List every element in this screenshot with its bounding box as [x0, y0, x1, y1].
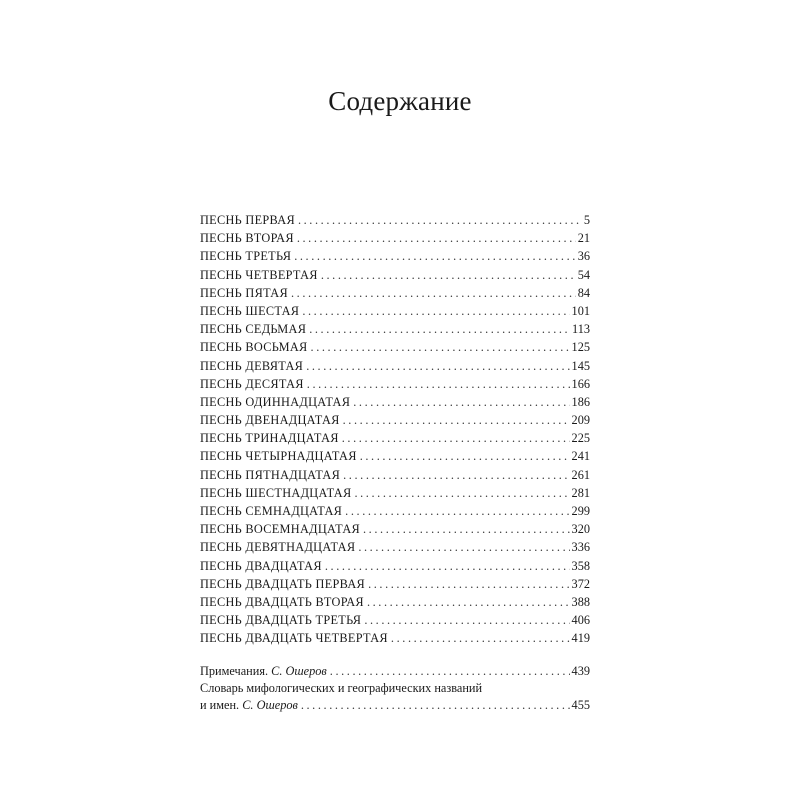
- dot-leader: [358, 538, 569, 556]
- dot-leader: [343, 466, 569, 484]
- dot-leader: [325, 557, 570, 575]
- toc-entry-label: ПЕСНЬ ДЕВЯТНАДЦАТАЯ: [200, 540, 356, 555]
- editor-name: С. Ошеров: [242, 697, 298, 712]
- dot-leader: [301, 696, 570, 714]
- toc-entry-page: 145: [571, 358, 590, 373]
- dot-leader: [297, 229, 576, 247]
- dot-leader: [309, 320, 570, 338]
- editor-name: С. Ошеров: [271, 663, 327, 678]
- dot-leader: [363, 520, 570, 538]
- toc-entry-canto[interactable]: [200, 247, 590, 265]
- dot-leader: [330, 662, 570, 680]
- toc-entry-page: 388: [571, 594, 590, 609]
- dot-leader: [353, 393, 569, 411]
- toc-entry-page: 439: [571, 663, 590, 678]
- dot-leader: [294, 247, 576, 265]
- toc-entry-canto[interactable]: [200, 466, 590, 484]
- toc-entry-page: 225: [571, 431, 590, 446]
- toc-entry-label: ПЕСНЬ ПЯТНАДЦАТАЯ: [200, 467, 341, 482]
- toc-entry-label: ПЕСНЬ ВОСЕМНАДЦАТАЯ: [200, 522, 360, 537]
- toc-entry-label: ПЕСНЬ ДВАДЦАТЬ ТРЕТЬЯ: [200, 613, 362, 628]
- dot-leader: [345, 502, 569, 520]
- dot-leader: [291, 284, 576, 302]
- toc-entry-canto[interactable]: [200, 557, 590, 575]
- toc-entry-canto[interactable]: [200, 447, 590, 465]
- toc-entry-page: 21: [577, 231, 590, 246]
- toc-entry-page: 186: [571, 394, 590, 409]
- toc-entry-label: ПЕСНЬ ОДИННАДЦАТАЯ: [200, 394, 351, 409]
- toc-entry-canto[interactable]: [200, 502, 590, 520]
- toc-entry-page: 320: [571, 522, 590, 537]
- toc-entry-page: 84: [577, 285, 590, 300]
- toc-entry-canto[interactable]: [200, 338, 590, 356]
- dot-leader: [342, 429, 570, 447]
- toc-entry-canto[interactable]: [200, 266, 590, 284]
- toc-entry-page: 419: [571, 631, 590, 646]
- toc-entry-page: 5: [583, 213, 590, 227]
- toc-entry-label: ПЕСНЬ СЕДЬМАЯ: [200, 322, 307, 337]
- dot-leader: [321, 266, 576, 284]
- toc-entry-label: ПЕСНЬ СЕМНАДЦАТАЯ: [200, 504, 343, 518]
- toc-entry-page: 406: [571, 613, 590, 628]
- toc-entry-label: ПЕСНЬ ПЯТАЯ: [200, 285, 288, 300]
- toc-entry-canto[interactable]: [200, 411, 590, 429]
- toc-entry-page: 54: [577, 267, 590, 282]
- toc-entry-page: 36: [577, 249, 590, 264]
- toc-entry-canto[interactable]: [200, 575, 590, 593]
- toc-entry-canto[interactable]: [200, 320, 590, 338]
- toc-entry-canto[interactable]: [200, 593, 590, 611]
- toc-entry-canto[interactable]: [200, 611, 590, 629]
- dot-leader: [302, 302, 569, 320]
- toc-entry-label: ПЕСНЬ ШЕСТАЯ: [200, 303, 300, 318]
- toc-entry-canto[interactable]: [200, 302, 590, 320]
- toc-entry-label: и имен. С. Ошеров: [200, 697, 298, 712]
- toc-entry-page: 209: [571, 413, 590, 428]
- dot-leader: [343, 411, 570, 429]
- toc-entry-page: 336: [571, 540, 590, 555]
- section-gap: [200, 648, 590, 662]
- toc-entry-label: ПЕСНЬ ПЕРВАЯ: [200, 213, 295, 227]
- toc-entry-label: Примечания. С. Ошеров: [200, 663, 327, 678]
- toc-entry-canto[interactable]: [200, 357, 590, 375]
- toc-entry-canto[interactable]: [200, 538, 590, 556]
- dot-leader: [307, 375, 570, 393]
- toc-entry-label: ПЕСНЬ ДВАДЦАТЬ ЧЕТВЕРТАЯ: [200, 631, 388, 646]
- toc-entry-canto[interactable]: [200, 484, 590, 502]
- toc-entry-label: ПЕСНЬ ДВАДЦАТАЯ: [200, 558, 322, 573]
- toc-entry-page: 455: [571, 697, 590, 712]
- toc-entry-page: 241: [571, 449, 590, 464]
- toc-entry-canto[interactable]: [200, 284, 590, 302]
- dot-leader: [354, 484, 569, 502]
- toc-entry-page: 125: [571, 340, 590, 355]
- toc-entry-label: ПЕСНЬ ЧЕТЫРНАДЦАТАЯ: [200, 449, 357, 464]
- toc-entry-glossary-line1: Словарь мифологических и географических названий: [200, 680, 483, 695]
- toc-entry-label: ПЕСНЬ ТРИНАДЦАТАЯ: [200, 431, 339, 446]
- toc-entry-canto[interactable]: [200, 429, 590, 447]
- dot-leader: [367, 593, 570, 611]
- toc-entry-notes[interactable]: [200, 662, 590, 680]
- toc-entry-label: ПЕСНЬ ДЕСЯТАЯ: [200, 376, 304, 391]
- toc-entry-page: 261: [571, 467, 590, 482]
- toc-entry-canto[interactable]: [200, 520, 590, 538]
- toc-entry-label: ПЕСНЬ ДЕВЯТАЯ: [200, 358, 304, 373]
- toc-entry-page: 372: [571, 576, 590, 591]
- toc-entry-canto[interactable]: [200, 629, 590, 647]
- table-of-contents: [200, 211, 590, 714]
- page-title: Содержание: [328, 86, 472, 116]
- toc-entry-label: ПЕСНЬ ДВАДЦАТЬ ПЕРВАЯ: [200, 576, 366, 591]
- canto-list: [200, 211, 590, 648]
- toc-entry-label: ПЕСНЬ ШЕСТНАДЦАТАЯ: [200, 485, 352, 500]
- toc-entry-label: ПЕСНЬ ЧЕТВЕРТАЯ: [200, 267, 318, 282]
- toc-entry-label: ПЕСНЬ ВТОРАЯ: [200, 231, 294, 246]
- toc-entry-page: 101: [571, 303, 590, 318]
- toc-entry-canto[interactable]: [200, 229, 590, 247]
- dot-leader: [311, 338, 570, 356]
- toc-entry-page: 113: [572, 322, 590, 337]
- dot-leader: [391, 629, 570, 647]
- toc-entry-glossary[interactable]: [200, 696, 590, 714]
- toc-entry-page: 281: [571, 485, 590, 500]
- toc-entry-label: ПЕСНЬ ТРЕТЬЯ: [200, 249, 292, 264]
- dot-leader: [368, 575, 569, 593]
- toc-entry-page: 299: [571, 504, 590, 518]
- toc-entry-canto[interactable]: [200, 393, 590, 411]
- toc-entry-page: 166: [571, 376, 590, 391]
- toc-entry-label: ПЕСНЬ ДВАДЦАТЬ ВТОРАЯ: [200, 594, 364, 609]
- toc-entry-canto[interactable]: [200, 211, 590, 229]
- toc-entry-canto[interactable]: [200, 375, 590, 393]
- toc-entry-label: ПЕСНЬ ВОСЬМАЯ: [200, 340, 308, 355]
- dot-leader: [360, 447, 570, 465]
- dot-leader: [306, 357, 569, 375]
- toc-entry-label: ПЕСНЬ ДВЕНАДЦАТАЯ: [200, 413, 340, 428]
- dot-leader: [298, 211, 582, 229]
- toc-entry-page: 358: [571, 558, 590, 573]
- dot-leader: [364, 611, 569, 629]
